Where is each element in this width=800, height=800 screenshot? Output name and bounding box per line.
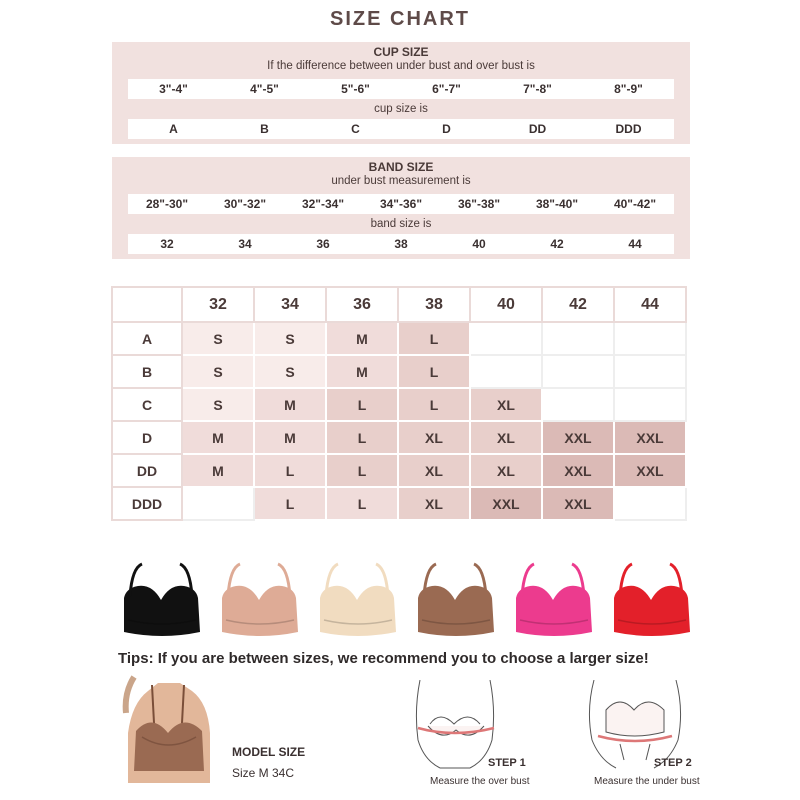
size-cell: XL [398,454,470,487]
row-cup-label: B [112,355,182,388]
size-cell: L [398,322,470,355]
row-cup-label: C [112,388,182,421]
difference-value: 6"-7" [432,82,461,96]
band-value: 34 [238,237,252,251]
cup-value: DD [528,122,547,136]
table-row [112,487,686,520]
black-bra-image [118,560,204,640]
table-row [112,322,686,355]
size-cell: S [182,322,254,355]
band-value: 36 [316,237,330,251]
cup-value: A [169,122,178,136]
nude-bra-image [216,560,302,640]
table-row [112,421,686,454]
size-cell: M [182,421,254,454]
size-cell: M [326,355,398,388]
size-cell: XXL [614,454,686,487]
tips-text: Tips: If you are between sizes, we recommend you to choose a larger size! [118,650,649,667]
difference-value: 7"-8" [523,82,552,96]
model-size-title: MODEL SIZE [232,745,306,759]
column-header: 36 [326,287,398,322]
size-cell [614,487,686,520]
step-1-description: Measure the over bust [430,776,530,787]
size-cell: L [254,487,326,520]
measurement-strip [128,194,674,214]
table-row [112,388,686,421]
column-header: 32 [182,287,254,322]
beige-bra-image [314,560,400,640]
size-cell [470,355,542,388]
size-cell [614,355,686,388]
color-options [110,560,700,640]
measurement-value: 28"-30" [145,197,189,211]
measurement-value: 32"-34" [301,197,345,211]
size-cell: XL [470,421,542,454]
corner-cell [112,287,182,322]
band-size-title: BAND SIZE [368,160,434,174]
cup-value: C [351,122,360,136]
size-cell [542,322,614,355]
pink-bra-image [510,560,596,640]
column-header: 34 [254,287,326,322]
column-header: 42 [542,287,614,322]
difference-strip [128,79,674,99]
size-cell: XXL [542,487,614,520]
size-cell [182,487,254,520]
band-value: 38 [394,237,408,251]
measurement-value: 38"-40" [535,197,579,211]
cup-size-subtitle: If the difference between under bust and over bust is [267,60,535,72]
size-cell [470,322,542,355]
size-cell: XXL [470,487,542,520]
band-size-panel [112,157,690,259]
measurement-value: 30"-32" [223,197,267,211]
red-bra-image [608,560,694,640]
size-cell [542,355,614,388]
size-cell: XL [470,454,542,487]
row-cup-label: DD [112,454,182,487]
band-strip [128,234,674,254]
size-cell: L [398,355,470,388]
cup-strip [128,119,674,139]
band-value: 32 [160,237,174,251]
size-cell [542,388,614,421]
difference-value: 8"-9" [614,82,643,96]
step-2-label: STEP 2 [654,757,692,769]
band-size-is-label: band size is [370,218,432,230]
size-cell: M [182,454,254,487]
difference-value: 5"-6" [341,82,370,96]
size-cell: S [254,355,326,388]
row-cup-label: D [112,421,182,454]
measurement-value: 34"-36" [379,197,423,211]
column-header: 40 [470,287,542,322]
size-cell: S [182,388,254,421]
band-value: 40 [472,237,486,251]
band-size-subtitle: under bust measurement is [331,175,471,187]
measurement-value: 40"-42" [613,197,657,211]
table-row [112,454,686,487]
size-cell: XL [398,421,470,454]
size-cell [614,388,686,421]
size-cell: L [326,454,398,487]
size-cell: L [398,388,470,421]
cup-size-title: CUP SIZE [373,45,429,59]
measurement-value: 36"-38" [457,197,501,211]
cup-value: D [442,122,451,136]
size-cell: L [254,454,326,487]
table-header-row [112,287,686,322]
column-header: 38 [398,287,470,322]
size-cell: XXL [614,421,686,454]
brown-bra-image [412,560,498,640]
column-header: 44 [614,287,686,322]
model-photo [118,673,218,783]
cup-size-panel [112,42,690,144]
size-cell: XXL [542,421,614,454]
difference-value: 4"-5" [250,82,279,96]
cup-value: DDD [615,122,642,136]
cup-size-is-label: cup size is [374,103,428,115]
size-cell: S [254,322,326,355]
step-1-label: STEP 1 [488,757,526,769]
cup-value: B [260,122,269,136]
row-cup-label: DDD [112,487,182,520]
band-value: 42 [550,237,564,251]
size-cell: M [254,388,326,421]
size-cell [614,322,686,355]
size-cell: XL [470,388,542,421]
size-cell: XL [398,487,470,520]
size-cell: M [254,421,326,454]
corner-size-label: SIZE [148,290,175,304]
table-row [112,355,686,388]
model-size-value: Size M 34C [232,766,295,780]
difference-value: 3"-4" [159,82,188,96]
size-lookup-table [111,286,687,521]
band-value: 44 [628,237,642,251]
corner-cup-label: CUP [119,305,145,319]
size-cell: M [326,322,398,355]
page-title: SIZE CHART [330,8,470,30]
size-cell: S [182,355,254,388]
size-cell: L [326,388,398,421]
size-cell: XXL [542,454,614,487]
size-cell: L [326,421,398,454]
size-cell: L [326,487,398,520]
step-2-description: Measure the under bust [594,776,700,787]
row-cup-label: A [112,322,182,355]
